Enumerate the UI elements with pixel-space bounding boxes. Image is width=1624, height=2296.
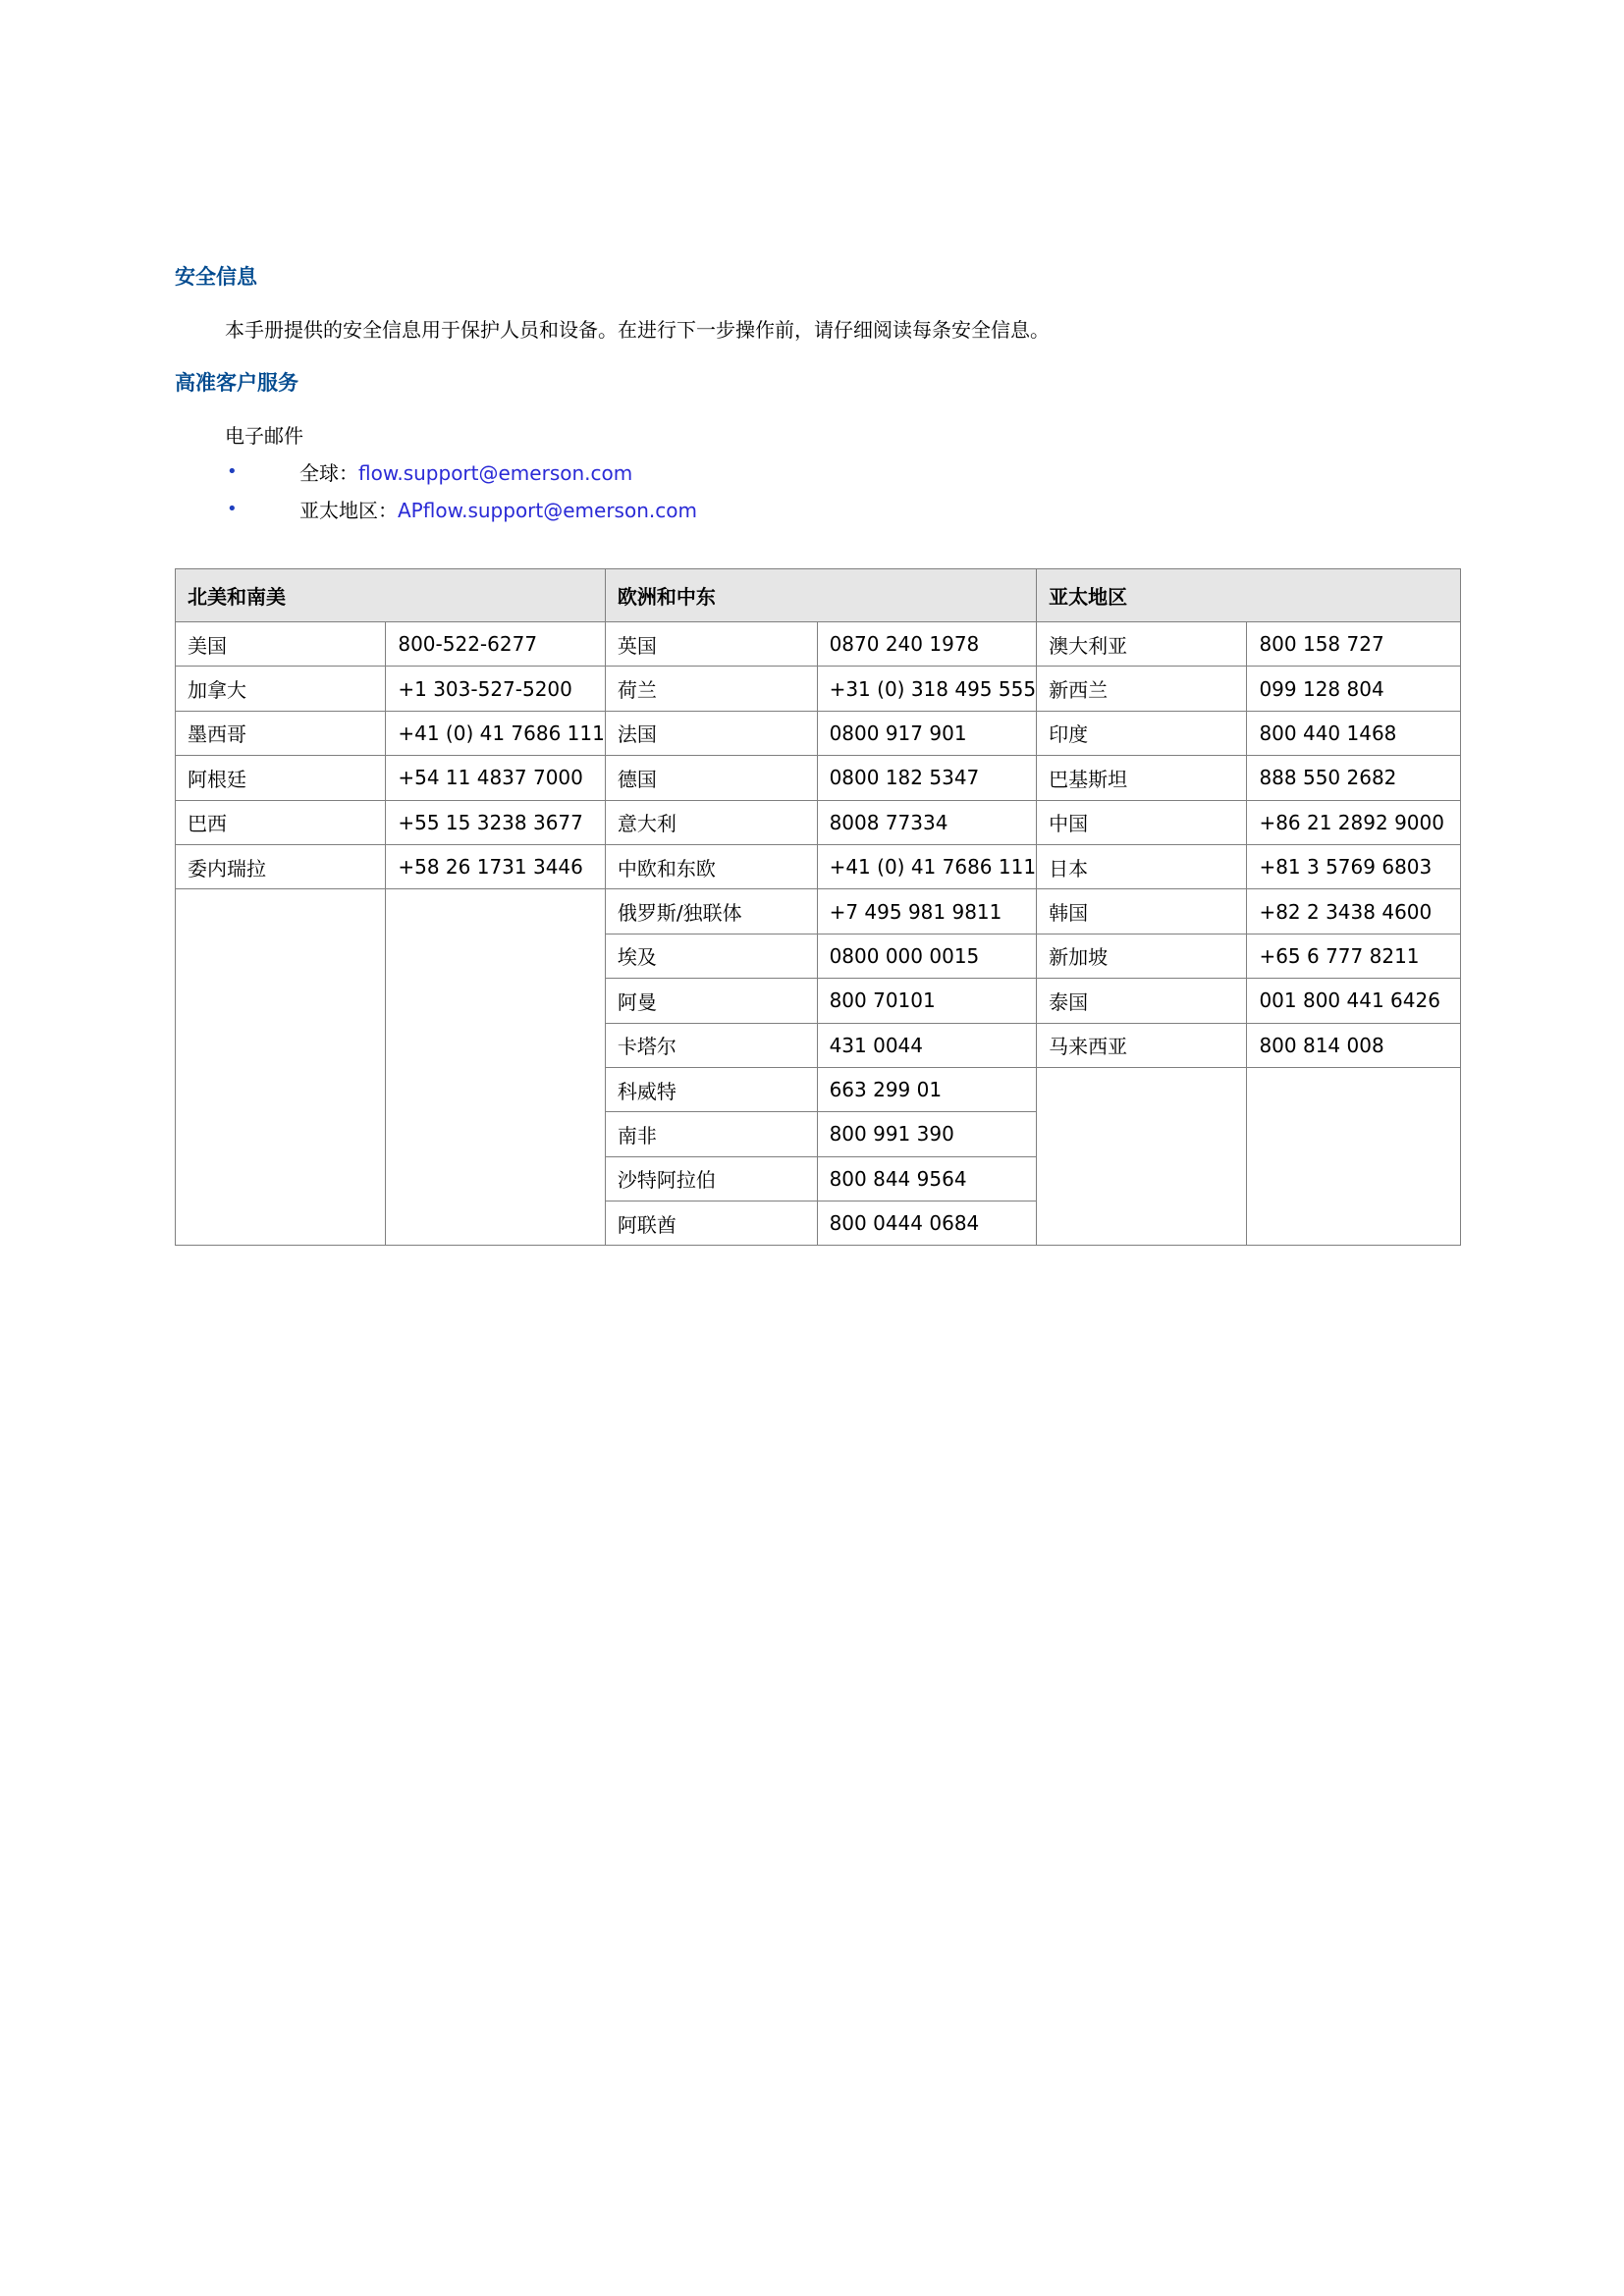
bullet-icon: • [227,499,238,519]
phone-cell-apac: +65 6 777 8211 [1247,934,1461,978]
phone-cell-emea: 8008 77334 [817,800,1037,844]
phone-cell-apac: 001 800 441 6426 [1247,979,1461,1023]
country-cell-emea: 英国 [605,622,817,667]
region-header-emea: 欧洲和中东 [605,569,1036,622]
country-cell-apac: 中国 [1037,800,1247,844]
phone-cell-emea: 800 991 390 [817,1112,1037,1156]
empty-cell [386,889,606,1246]
phone-cell-americas: +58 26 1731 3446 [386,844,606,888]
phone-cell-apac: 800 814 008 [1247,1023,1461,1067]
email-region-label: 全球： [299,461,358,485]
country-cell-emea: 埃及 [605,934,817,978]
region-header-apac: 亚太地区 [1037,569,1461,622]
phone-cell-apac: 800 440 1468 [1247,711,1461,755]
country-cell-apac: 新西兰 [1037,667,1247,711]
email-region-label: 亚太地区： [299,499,398,522]
country-cell-apac: 巴基斯坦 [1037,756,1247,800]
country-cell-emea: 中欧和东欧 [605,844,817,888]
country-cell-americas: 委内瑞拉 [176,844,386,888]
phone-cell-americas: +1 303-527-5200 [386,667,606,711]
phone-cell-emea: 431 0044 [817,1023,1037,1067]
phone-cell-americas: +55 15 3238 3677 [386,800,606,844]
phone-cell-americas: +54 11 4837 7000 [386,756,606,800]
phone-cell-emea: 0800 000 0015 [817,934,1037,978]
country-cell-emea: 南非 [605,1112,817,1156]
phone-cell-emea: 663 299 01 [817,1067,1037,1111]
empty-cell [176,889,386,1246]
empty-cell [1037,1067,1247,1246]
phone-cell-apac: +82 2 3438 4600 [1247,889,1461,934]
table-row [176,800,1461,844]
country-cell-apac: 新加坡 [1037,934,1247,978]
phone-cell-emea: 0800 917 901 [817,711,1037,755]
country-cell-emea: 荷兰 [605,667,817,711]
country-cell-emea: 卡塔尔 [605,1023,817,1067]
safety-heading: 安全信息 [175,265,257,289]
table-row [176,667,1461,711]
table-row [176,844,1461,888]
table-row [176,711,1461,755]
phone-cell-emea: +31 (0) 318 495 555 [817,667,1037,711]
table-header-row [176,569,1461,622]
phone-cell-emea: +41 (0) 41 7686 111 [817,844,1037,888]
region-header-americas: 北美和南美 [176,569,606,622]
phone-cell-apac: +86 21 2892 9000 [1247,800,1461,844]
email-label: 电子邮件 [225,424,303,448]
country-cell-apac: 印度 [1037,711,1247,755]
phone-cell-americas: 800-522-6277 [386,622,606,667]
table-row [176,889,1461,934]
phone-cell-emea: 0800 182 5347 [817,756,1037,800]
country-cell-emea: 沙特阿拉伯 [605,1156,817,1201]
country-cell-apac: 日本 [1037,844,1247,888]
country-cell-apac: 马来西亚 [1037,1023,1247,1067]
country-cell-emea: 法国 [605,711,817,755]
country-cell-emea: 德国 [605,756,817,800]
country-cell-emea: 科威特 [605,1067,817,1111]
email-link-apac[interactable]: APflow.support@emerson.com [398,499,697,522]
table-row [176,756,1461,800]
phone-cell-apac: +81 3 5769 6803 [1247,844,1461,888]
phone-cell-apac: 099 128 804 [1247,667,1461,711]
country-cell-americas: 美国 [176,622,386,667]
country-cell-americas: 加拿大 [176,667,386,711]
country-cell-americas: 墨西哥 [176,711,386,755]
country-cell-apac: 澳大利亚 [1037,622,1247,667]
table-body [176,622,1461,1246]
phone-cell-emea: 800 844 9564 [817,1156,1037,1201]
country-cell-americas: 阿根廷 [176,756,386,800]
email-link-global[interactable]: flow.support@emerson.com [358,461,633,485]
country-cell-apac: 韩国 [1037,889,1247,934]
phone-cell-emea: 800 70101 [817,979,1037,1023]
phone-cell-emea: 800 0444 0684 [817,1201,1037,1246]
phone-cell-emea: 0870 240 1978 [817,622,1037,667]
country-cell-apac: 泰国 [1037,979,1247,1023]
safety-body-text: 本手册提供的安全信息用于保护人员和设备。在进行下一步操作前，请仔细阅读每条安全信息。 [225,318,1050,342]
country-cell-emea: 意大利 [605,800,817,844]
phone-cell-americas: +41 (0) 41 7686 111 [386,711,606,755]
phone-cell-apac: 888 550 2682 [1247,756,1461,800]
phone-cell-apac: 800 158 727 [1247,622,1461,667]
customer-service-heading: 高准客户服务 [175,371,298,395]
country-cell-emea: 俄罗斯/独联体 [605,889,817,934]
bullet-icon: • [227,461,238,482]
country-cell-emea: 阿曼 [605,979,817,1023]
table-row [176,622,1461,667]
phone-cell-emea: +7 495 981 9811 [817,889,1037,934]
country-cell-americas: 巴西 [176,800,386,844]
empty-cell [1247,1067,1461,1246]
contact-phone-table [175,568,1461,1246]
country-cell-emea: 阿联酋 [605,1201,817,1246]
